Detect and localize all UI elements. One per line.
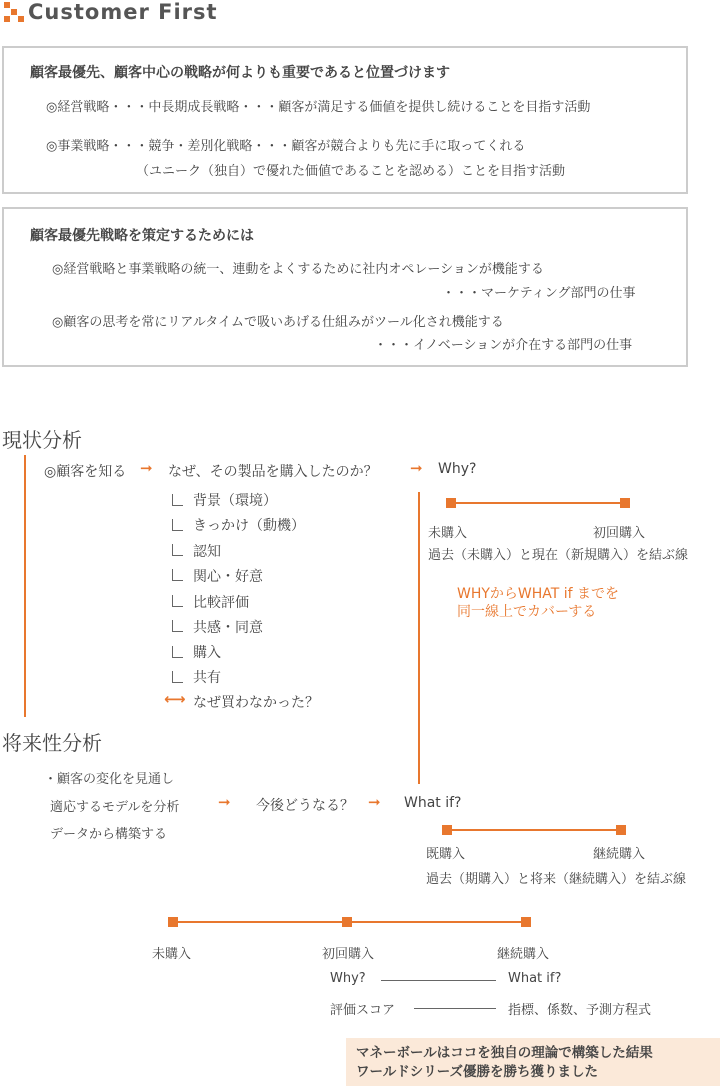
current-analysis-heading: 現状分析 (2, 428, 82, 452)
timeline-vertical-line (418, 492, 420, 784)
logo-mark (4, 2, 24, 22)
metrics-label: 指標、係数、予測方程式 (508, 1003, 652, 1018)
strategy-box-title: 顧客最優先、顧客中心の戦略が何よりも重要であると位置づけます (30, 65, 450, 81)
future-analysis-heading: 将来性分析 (2, 731, 102, 755)
step-tick-icon (172, 519, 183, 531)
step-item: 関心・好意 (193, 569, 263, 585)
know-customer-label: ◎顧客を知る (44, 464, 127, 480)
strategy-line-3: （ユニーク（独自）で優れた価値であることを認める）ことを目指す活動 (136, 164, 566, 179)
note-line-1: マネーボールはココを独自の理論で構築した結果 (356, 1045, 653, 1061)
connector-line (381, 980, 496, 981)
whatif-label: What if? (404, 795, 462, 811)
timeline-point (168, 917, 178, 927)
arrow-right-icon: ➞ (140, 459, 153, 477)
step-item: きっかけ（動機） (193, 518, 305, 534)
planning-line-4: ・・・イノベーションが介在する部門の仕事 (374, 338, 633, 353)
step-item: 共感・同意 (193, 620, 263, 636)
timeline-point (616, 825, 626, 835)
planning-line-3: ◎顧客の思考を常にリアルタイムで吸いあげる仕組みがツール化され機能する (52, 315, 504, 330)
arrow-right-icon: ➞ (368, 793, 381, 811)
timeline-left-label: 未購入 (428, 526, 468, 541)
arrow-right-icon: ➞ (410, 459, 423, 477)
planning-box-title: 顧客最優先戦略を策定するためには (30, 228, 254, 244)
arrow-right-icon: ➞ (218, 793, 231, 811)
future-timeline-right-label: 継続購入 (593, 847, 646, 862)
combined-point-1-label: 未購入 (152, 947, 192, 962)
timeline-right-label: 初回購入 (593, 526, 646, 541)
score-label: 評価スコア (330, 1003, 396, 1018)
future-line-2: 適応するモデルを分析 (50, 800, 180, 815)
current-timeline (451, 502, 625, 504)
step-tick-icon (172, 569, 183, 581)
brand-title: Customer First (28, 0, 218, 24)
future-line-1: ・顧客の変化を見通し (44, 772, 175, 787)
step-tick-icon (172, 620, 183, 632)
step-item: 比較評価 (193, 595, 249, 611)
step-item: 背景（環境） (193, 493, 277, 509)
strategy-box (2, 46, 688, 194)
planning-box (2, 207, 688, 367)
bottom-whatif-label: What if? (508, 971, 562, 986)
future-timeline-left-label: 既購入 (426, 847, 466, 862)
step-tick-icon (172, 646, 183, 658)
why-label: Why? (438, 461, 477, 477)
timeline-caption: 過去（未購入）と現在（新規購入）を結ぶ線 (428, 548, 689, 563)
planning-line-1: ◎経営戦略と事業戦略の統一、連動をよくするために社内オペレーションが機能する (52, 262, 544, 277)
timeline-point (620, 498, 630, 508)
step-tick-icon (172, 544, 183, 556)
combined-point-3-label: 継続購入 (497, 947, 550, 962)
strategy-line-2: ◎事業戦略・・・競争・差別化戦略・・・顧客が競合よりも先に手に取ってくれる (46, 139, 526, 154)
note-line-2: ワールドシリーズ優勝を勝ち獲りました (356, 1064, 599, 1080)
cover-note-line-1: WHYからWHAT if までを (457, 586, 620, 602)
timeline-point (446, 498, 456, 508)
step-item: 認知 (193, 544, 221, 560)
step-item: 購入 (193, 645, 221, 661)
timeline-point (342, 917, 352, 927)
bottom-why-label: Why? (330, 971, 366, 986)
double-arrow-icon: ⟷ (164, 690, 186, 708)
moneyball-note (346, 1038, 720, 1086)
step-tick-icon (172, 494, 183, 506)
why-question-label: なぜ、その製品を購入したのか？ (168, 464, 378, 480)
future-question-label: 今後どうなる？ (256, 798, 354, 814)
connector-line (414, 1008, 496, 1009)
strategy-line-1: ◎経営戦略・・・中長期成長戦略・・・顧客が満足する価値を提供し続けることを目指す活動 (46, 100, 591, 115)
combined-point-2-label: 初回購入 (322, 947, 375, 962)
current-vertical-line (24, 455, 26, 717)
future-line-3: データから構築する (50, 827, 168, 842)
timeline-point (442, 825, 452, 835)
planning-line-2: ・・・マーケティング部門の仕事 (442, 286, 636, 301)
cover-note-line-2: 同一線上でカバーする (457, 604, 597, 620)
step-tick-icon (172, 595, 183, 607)
future-timeline (447, 829, 621, 831)
timeline-point (521, 917, 531, 927)
step-item: 共有 (193, 670, 221, 686)
step-tick-icon (172, 671, 183, 683)
future-timeline-caption: 過去（期購入）と将来（継続購入）を結ぶ線 (426, 872, 687, 887)
why-not-buy-label: なぜ買わなかった？ (193, 695, 319, 711)
